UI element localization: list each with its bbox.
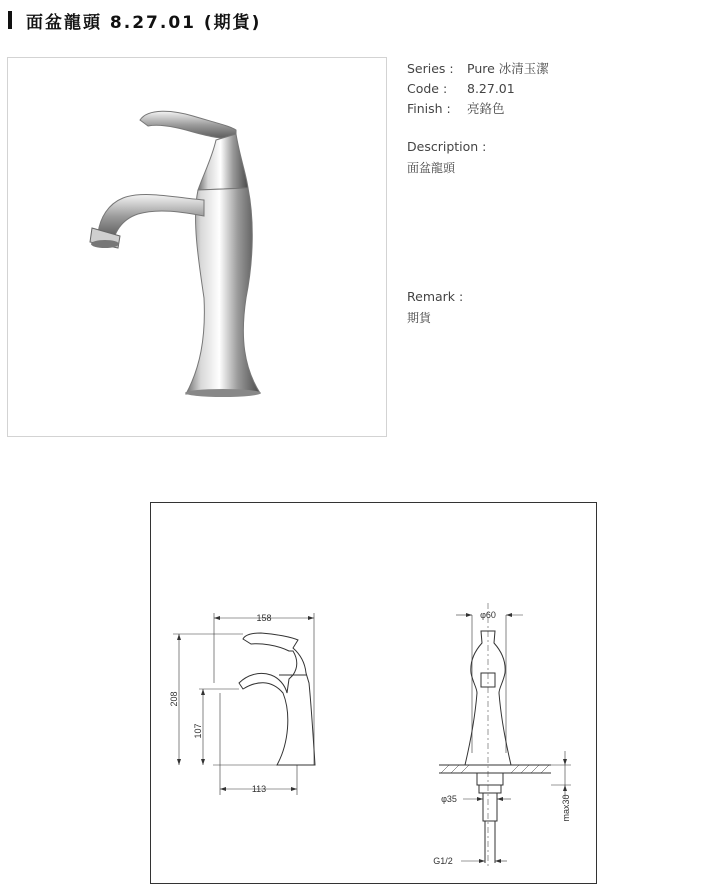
dim-height-label: 208 xyxy=(169,691,179,707)
faucet-photo-illustration xyxy=(8,58,386,436)
dim-thread-label: G1/2 xyxy=(433,856,453,866)
dim-diameter-label: φ60 xyxy=(480,610,496,620)
dim-spout-height-label: 107 xyxy=(193,723,203,739)
page-header xyxy=(8,10,262,33)
code-label: Code : xyxy=(407,81,448,96)
description-label: Description : xyxy=(407,139,487,154)
series-label: Series : xyxy=(407,61,454,76)
spec-series xyxy=(407,59,707,79)
dim-shank-label: φ35 xyxy=(441,794,457,804)
product-photo xyxy=(7,57,387,437)
technical-drawing xyxy=(150,502,597,884)
spec-finish xyxy=(407,99,707,119)
dimension-drawing xyxy=(151,503,596,883)
spec-panel xyxy=(407,59,707,325)
finish-value: 亮鉻色 xyxy=(467,101,505,116)
spec-code xyxy=(407,79,707,99)
dim-width-label: 158 xyxy=(256,613,272,623)
dim-reach-label: 113 xyxy=(251,784,267,794)
title-marker xyxy=(8,11,12,29)
finish-label: Finish : xyxy=(407,101,451,116)
series-value: Pure 冰清玉潔 xyxy=(467,61,549,76)
page-title: 面盆龍頭 8.27.01 (期貨) xyxy=(26,12,262,33)
dim-deck-label: max30 xyxy=(561,794,571,822)
description-value: 面盆龍頭 xyxy=(407,161,456,175)
remark-value: 期貨 xyxy=(407,311,432,325)
code-value: 8.27.01 xyxy=(467,81,515,96)
remark-label: Remark : xyxy=(407,289,464,304)
